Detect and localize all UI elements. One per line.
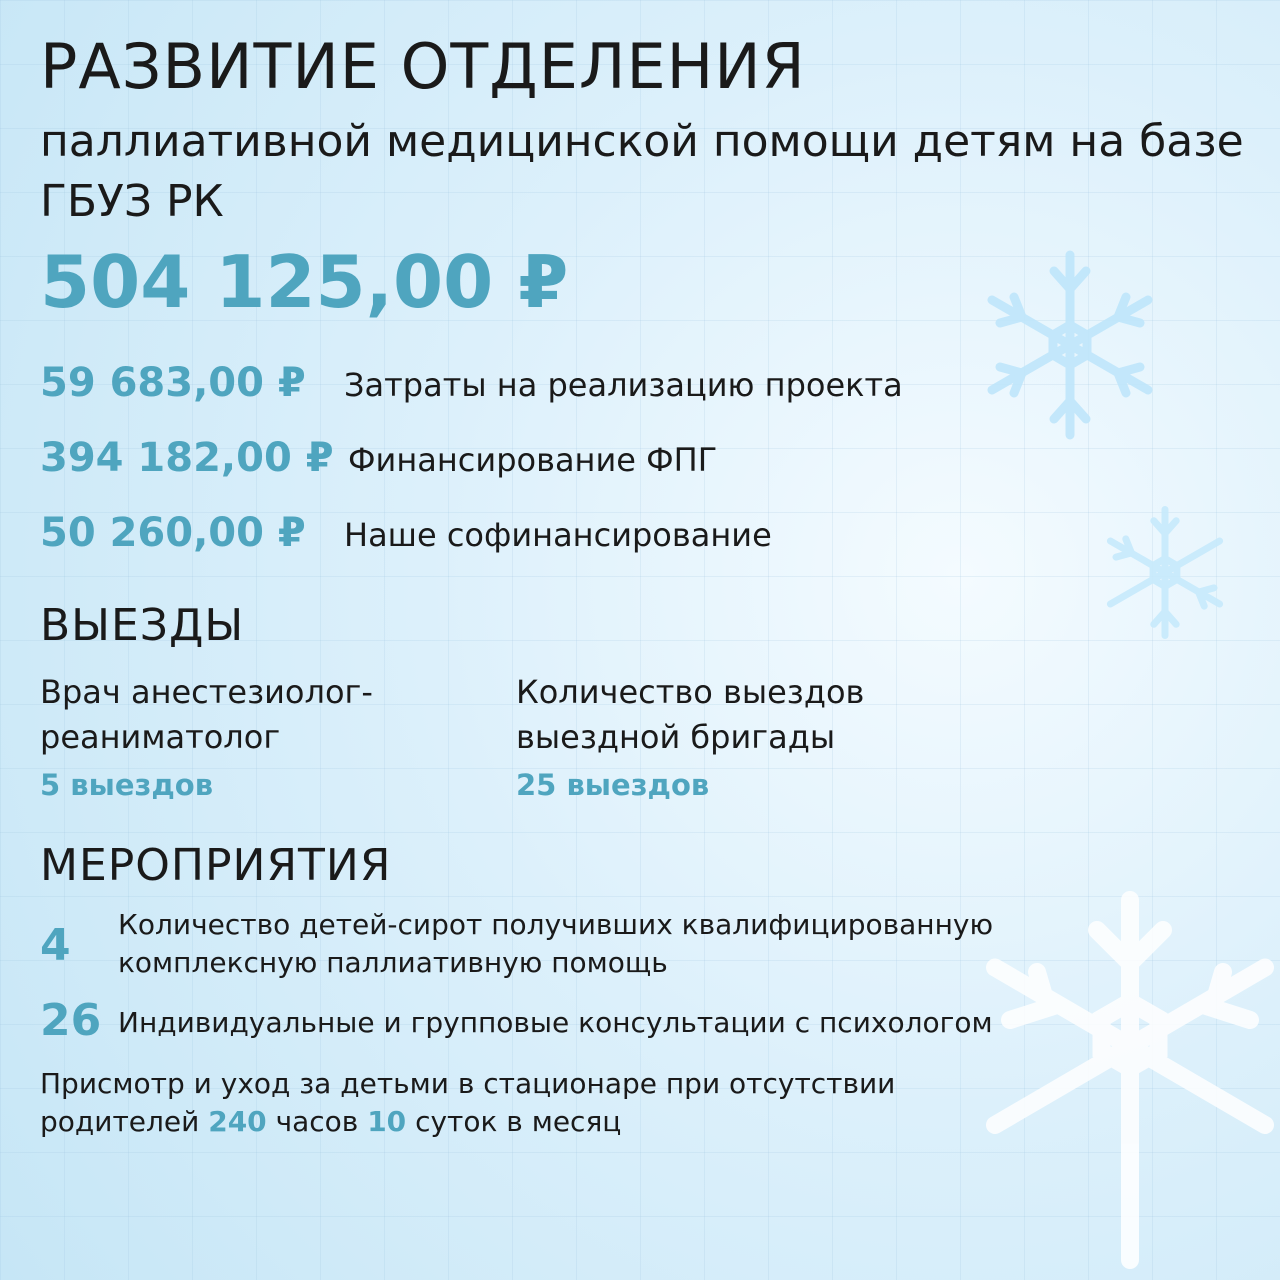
care-text-part2: часов: [266, 1105, 368, 1138]
care-hours-value: 240: [208, 1105, 267, 1138]
trips-heading: ВЫЕЗДЫ: [40, 600, 245, 651]
trip-label-brigade: Количество выездов выездной бригады: [516, 673, 865, 756]
finance-label-cofinancing: Наше софинансирование: [344, 516, 772, 554]
finance-amount-cofinancing: 50 260,00 ₽: [40, 510, 306, 556]
total-amount: 504 125,00 ₽: [40, 240, 569, 324]
snowflake-icon: [1095, 495, 1235, 650]
events-heading: МЕРОПРИЯТИЯ: [40, 840, 392, 891]
finance-label-fpg: Финансирование ФПГ: [348, 441, 718, 479]
finance-label-costs: Затраты на реализацию проекта: [344, 366, 903, 404]
event-text-orphans: Количество детей-сирот получивших квалифицированную комплексную паллиативную помощь: [118, 908, 994, 979]
event-number-orphans: 4: [40, 920, 71, 971]
trip-count-brigade: 25 выездов: [516, 768, 710, 802]
event-number-consultations: 26: [40, 995, 102, 1046]
finance-amount-costs: 59 683,00 ₽: [40, 360, 306, 406]
page-title: РАЗВИТИЕ ОТДЕЛЕНИЯ: [40, 30, 806, 103]
care-days-value: 10: [367, 1105, 407, 1138]
page-subtitle: паллиативной медицинской помощи детям на базе ГБУЗ РК: [40, 116, 1244, 227]
trip-count-anesthesiologist: 5 выездов: [40, 768, 214, 802]
care-text: [40, 1065, 1000, 1141]
care-text-part3: суток в месяц: [406, 1105, 622, 1138]
trip-label-anesthesiologist: Врач анестезиолог-реаниматолог: [40, 673, 373, 756]
finance-amount-fpg: 394 182,00 ₽: [40, 435, 334, 481]
snowflake-icon: [955, 245, 1185, 445]
event-text-consultations: Индивидуальные и групповые консультации с психологом: [118, 1006, 993, 1039]
care-text-part1: Присмотр и уход за детьми в стационаре при отсутствии родителей: [40, 1067, 896, 1138]
